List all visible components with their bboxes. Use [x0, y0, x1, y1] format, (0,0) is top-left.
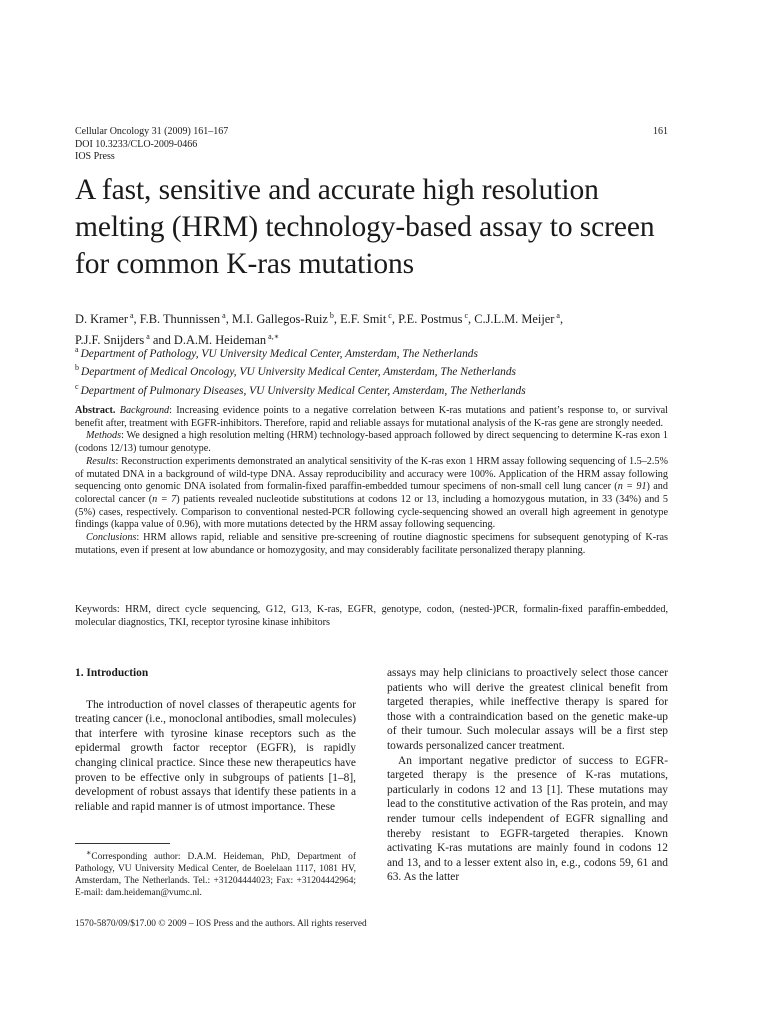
- results-text-1: : Reconstruction experiments demonstrated an analytical sensitivity of the K-ras exon 1 HRM assay following sequencing of 1.5–2.5% of mutated DNA in a background of wild-type DNA. Assay reproducibility and accuracy were 100%. Application of the HRM assay following sequencing onto genomic DNA isolated from formalin-fixed paraffin-embedded tumour specimens of non-small cell lung cancer (: [75, 455, 668, 493]
- results-label: Results: [86, 455, 116, 467]
- left-column: [75, 666, 356, 814]
- results-n2: n = 7: [152, 493, 177, 505]
- author-affiliation-marker: a: [554, 311, 560, 320]
- affiliation-text: Department of Pathology, VU University Medical Center, Amsterdam, The Netherlands: [80, 347, 478, 360]
- intro-paragraph-1-continued: assays may help clinicians to proactively select those cancer patients who will derive the greatest clinical benefit from targeted therapies, while ineffective therapy is spared for those with a contraindication based on the genetic make-up of their tumour. Such molecular assays will be a first step towards personalized cancer treatment.: [387, 667, 668, 752]
- background-label: Background: [119, 405, 170, 416]
- footnote-marker: ∗: [86, 848, 92, 857]
- author-name: C.J.L.M. Meijer: [474, 312, 555, 327]
- abstract-background: [75, 405, 668, 430]
- article-title: A fast, sensitive and accurate high resolution melting (HRM) technology-based assay to screen for common K-ras mutations: [75, 174, 655, 280]
- abstract-results: [75, 456, 668, 532]
- corresponding-author-footnote: [75, 847, 356, 899]
- affiliation: [75, 380, 675, 398]
- author-affiliation-marker: c: [462, 311, 469, 320]
- author-separator: ,: [468, 312, 475, 327]
- copyright-line: 1570-5870/09/$17.00 © 2009 – IOS Press and the authors. All rights reserved: [75, 919, 367, 929]
- author-affiliation-marker: c: [386, 311, 392, 320]
- affiliation-marker: c: [75, 381, 81, 391]
- author-name: E.F. Smit: [340, 312, 387, 327]
- affiliation: [75, 361, 675, 379]
- conclusions-text: : HRM allows rapid, reliable and sensitive pre-screening of routine diagnostic specimens for subsequent genotyping of K-ras mutations, even if present at low abundance or homozygosity, and may considerably facilitate personalized therapy planning.: [75, 532, 668, 556]
- methods-text: : We designed a high resolution melting (HRM) technology-based approach followed by direct sequencing to determine K-ras exon 1 (codons 12/13) tumour genotype.: [75, 430, 668, 455]
- author-separator: ,: [391, 312, 399, 327]
- publisher: IOS Press: [75, 151, 115, 162]
- author-name: P.E. Postmus: [398, 312, 463, 327]
- results-text-3: ) patients revealed nucleotide substitutions at codons 12 or 13, including a homozygous mutation, in 33 (34%) and 5 (5%) cases, respectively. Comparison to conventional nested-PCR following cycle-sequencing showed an overall high agreement in genotype findings (kappa value of 0.96), with more mutations detected by the HRM assay following sequencing.: [75, 493, 669, 531]
- page-number: 161: [653, 126, 668, 137]
- keywords-text: Keywords: HRM, direct cycle sequencing, G12, G13, K-ras, EGFR, genotype, codon, (nested-)PCR, formalin-fixed paraffin-embedded, molecular diagnostics, TKI, receptor tyrosine kinase inhibitors: [75, 604, 668, 628]
- author-name: P.J.F. Snijders: [75, 333, 145, 348]
- footnote-divider: [75, 843, 170, 844]
- author-separator: and: [149, 333, 174, 348]
- footnote-text: Corresponding author: D.A.M. Heideman, PhD, Department of Pathology, VU University Medical Center, de Boelelaan 1117, 1081 HV, Amsterdam, The Netherlands. Tel.: +31204444023; Fax: +31204442964; E-mail: dam.heideman@vumc.nl.: [75, 852, 356, 898]
- affiliation-marker: b: [75, 363, 81, 373]
- doi: DOI 10.3233/CLO-2009-0466: [75, 138, 198, 150]
- journal-header: [75, 126, 668, 164]
- section-heading-introduction: 1. Introduction: [75, 667, 149, 679]
- results-n1: n = 91: [617, 481, 647, 493]
- affiliation-list: [75, 343, 675, 398]
- intro-paragraph-2: An important negative predictor of success to EGFR-targeted therapy is the presence of K-ras mutations, particularly in codons 12 and 13 [1]. These mutations may lead to the constitutive activation of the Ras protein, and may render tumour cells independent of EGFR signalling and thereby resistant to EGFR-targeted therapies. Known activating K-ras mutations are mainly found in codons 12 and 13, and to a lesser extent also in, e.g., codons 59, 61 and 63. As the latter: [387, 754, 668, 884]
- right-column: [387, 666, 668, 885]
- affiliation: [75, 343, 675, 361]
- journal-citation: Cellular Oncology 31 (2009) 161–167: [75, 126, 229, 137]
- author-separator: ,: [559, 312, 564, 327]
- keywords: [75, 604, 668, 629]
- author-affiliation-marker: a,∗: [266, 332, 280, 342]
- abstract: [75, 405, 668, 557]
- affiliation-text: Department of Medical Oncology, VU University Medical Center, Amsterdam, The Netherlands: [81, 366, 516, 379]
- author-separator: ,: [133, 312, 140, 327]
- author-separator: ,: [333, 312, 341, 327]
- author-name: D.A.M. Heideman: [173, 333, 267, 348]
- abstract-conclusions: [75, 532, 668, 557]
- affiliation-marker: a: [75, 345, 81, 354]
- author-affiliation-marker: b: [327, 311, 334, 320]
- intro-paragraph-1: The introduction of novel classes of therapeutic agents for treating cancer (i.e., monoclonal antibodies, small molecules) that interfere with tyrosine kinase receptors such as the epidermal growth factor receptor (EGFR), is rapidly changing clinical practice. Since these new therapeutics have proven to be effective only in subgroups of patients [1–8], development of robust assays that identify these patients in a reliable and rapid manner is of utmost importance. These: [75, 698, 356, 813]
- background-text: : Increasing evidence points to a negative correlation between K-ras mutations and patient’s response to, or survival benefit after, treatment with EGFR-inhibitors. Therefore, rapid and reliable assays for mutational analysis of the K-ras gene are strongly needed.: [75, 405, 669, 429]
- results-text-2: ) and colorectal cancer (: [75, 481, 668, 505]
- author-name: F.B. Thunnissen: [139, 312, 221, 327]
- author-name: D. Kramer: [75, 312, 128, 327]
- abstract-label: Abstract.: [75, 405, 116, 416]
- author-name: M.I. Gallegos-Ruiz: [231, 312, 328, 327]
- author-affiliation-marker: a: [127, 311, 134, 320]
- methods-label: Methods: [86, 430, 122, 442]
- conclusions-label: Conclusions: [86, 532, 137, 544]
- author-affiliation-marker: a: [144, 332, 150, 342]
- abstract-methods: [75, 430, 668, 455]
- author-separator: ,: [225, 312, 232, 327]
- author-affiliation-marker: a: [220, 311, 226, 320]
- affiliation-text: Department of Pulmonary Diseases, VU University Medical Center, Amsterdam, The Netherlands: [80, 384, 526, 397]
